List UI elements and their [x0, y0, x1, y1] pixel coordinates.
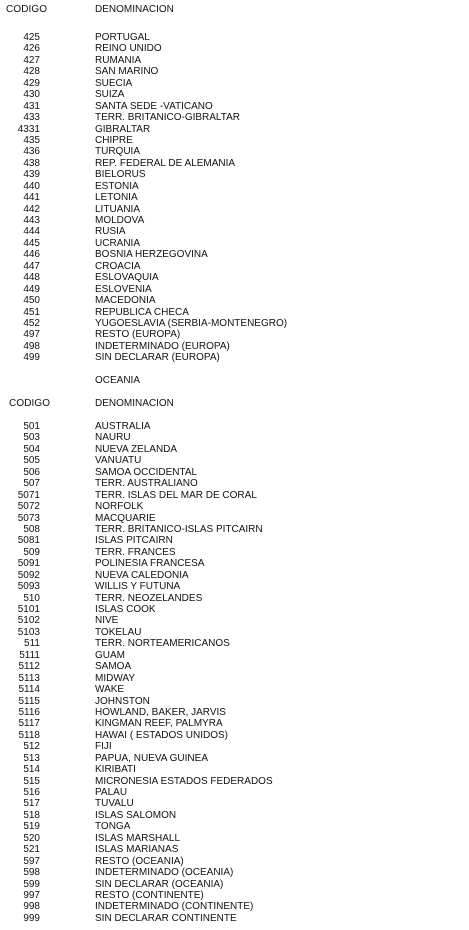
table-row — [0, 421, 469, 432]
country-code: 430 — [23, 89, 40, 101]
table-row — [0, 158, 469, 169]
country-code: 426 — [23, 43, 40, 55]
country-code: 515 — [23, 775, 40, 787]
table-row — [0, 753, 469, 764]
table-row — [0, 204, 469, 215]
table-row — [0, 249, 469, 260]
country-name: NUEVA ZELANDA — [95, 443, 178, 455]
country-name: PALAU — [95, 787, 128, 798]
table-row — [0, 913, 469, 924]
table-row — [0, 284, 469, 295]
country-code: 516 — [23, 787, 40, 798]
country-name: BIELORUS — [95, 169, 146, 181]
country-name: TERR. AUSTRALIANO — [95, 478, 198, 490]
country-name: TUVALU — [95, 798, 134, 810]
table-row — [0, 810, 469, 821]
country-code: 5112 — [18, 661, 40, 673]
country-code: 5116 — [18, 706, 40, 718]
table-row — [0, 295, 469, 306]
country-code: 5072 — [17, 501, 40, 513]
table-row — [0, 730, 469, 741]
country-name: TERR. ISLAS DEL MAR DE CORAL — [95, 489, 257, 501]
name-column-header: DENOMINACION — [95, 4, 174, 15]
country-code: 5103 — [17, 626, 40, 638]
country-code: 450 — [23, 295, 40, 307]
country-name: SANTA SEDE -VATICANO — [95, 100, 213, 112]
table-row — [0, 787, 469, 798]
country-name: GUAM — [95, 649, 125, 661]
country-code: 504 — [23, 443, 40, 455]
country-name: REINO UNIDO — [95, 43, 162, 55]
country-code: 501 — [23, 421, 40, 432]
country-code: 440 — [23, 180, 40, 192]
table-row — [0, 718, 469, 729]
table-row — [0, 821, 469, 832]
country-code: 5093 — [17, 581, 40, 593]
country-name: REPUBLICA CHECA — [95, 306, 189, 318]
country-name: MICRONESIA ESTADOS FEDERADOS — [95, 775, 273, 787]
country-code: 997 — [23, 889, 40, 901]
country-code: 505 — [23, 455, 40, 467]
country-code: 425 — [23, 32, 40, 43]
country-name: MACQUARIE — [95, 512, 156, 524]
country-code: 451 — [23, 306, 40, 318]
country-code: 512 — [23, 741, 40, 753]
country-name: SAMOA — [95, 661, 132, 673]
country-name: GIBRALTAR — [95, 123, 151, 135]
country-name: ESLOVENIA — [95, 283, 152, 295]
country-code: 5091 — [17, 558, 40, 570]
country-code: 519 — [23, 821, 40, 833]
table-row — [0, 524, 469, 535]
country-code: 5092 — [17, 569, 40, 581]
country-code: 497 — [23, 329, 40, 341]
table-row — [0, 112, 469, 123]
country-code: 509 — [23, 546, 40, 558]
table-row — [0, 78, 469, 89]
country-name: SIN DECLARAR (EUROPA) — [95, 352, 220, 364]
country-name: SIN DECLARAR CONTINENTE — [95, 912, 237, 924]
country-code: 5118 — [18, 729, 40, 741]
country-name: INDETERMINADO (EUROPA) — [95, 340, 230, 352]
country-code: 448 — [23, 272, 40, 284]
country-code: 508 — [23, 523, 40, 535]
table-row — [0, 455, 469, 466]
table-row — [0, 696, 469, 707]
country-name: TERR. NEOZELANDES — [95, 592, 203, 604]
country-code: 438 — [23, 157, 40, 169]
table-row — [0, 318, 469, 329]
country-name: INDETERMINADO (OCEANIA) — [95, 867, 234, 879]
table-row — [0, 570, 469, 581]
country-name: SUIZA — [95, 89, 125, 101]
country-name: MACEDONIA — [95, 295, 156, 307]
country-code: 449 — [23, 283, 40, 295]
country-code: 452 — [23, 317, 40, 329]
country-name: ESTONIA — [95, 180, 139, 192]
table-row — [0, 226, 469, 237]
table-row — [0, 329, 469, 340]
table-row — [0, 124, 469, 135]
country-code: 5071 — [17, 489, 40, 501]
country-name: BOSNIA HERZEGOVINA — [95, 249, 208, 261]
table-row — [0, 169, 469, 180]
table-row — [0, 261, 469, 272]
country-code: 518 — [23, 809, 40, 821]
country-code: 433 — [23, 112, 40, 124]
country-name: LETONIA — [95, 192, 138, 204]
table-row — [0, 43, 469, 54]
country-name: LITUANIA — [95, 203, 141, 215]
table-row — [0, 741, 469, 752]
country-code: 5101 — [17, 604, 40, 615]
table-row — [0, 558, 469, 569]
country-name: HAWAI ( ESTADOS UNIDOS) — [95, 729, 228, 741]
country-name: HOWLAND, BAKER, JARVIS — [95, 706, 226, 718]
country-name: PORTUGAL — [95, 32, 150, 43]
country-code: 443 — [23, 215, 40, 226]
country-code: 510 — [23, 592, 40, 604]
country-code: 439 — [23, 169, 40, 181]
table-row — [0, 101, 469, 112]
table-row — [0, 467, 469, 478]
table-row — [0, 444, 469, 455]
country-code: 442 — [23, 203, 40, 215]
table-row — [0, 661, 469, 672]
country-name: TOKELAU — [95, 626, 142, 638]
country-code: 5115 — [18, 695, 40, 707]
country-code: 4331 — [17, 123, 40, 135]
country-code: 597 — [23, 855, 40, 867]
country-code: 598 — [23, 867, 40, 879]
table-row — [0, 307, 469, 318]
country-name: ISLAS MARSHALL — [95, 832, 181, 844]
table-row — [0, 55, 469, 66]
country-name: MOLDOVA — [95, 215, 145, 226]
table-row — [0, 181, 469, 192]
country-code: 513 — [23, 752, 40, 764]
table-row — [0, 89, 469, 100]
country-name: TURQUIA — [95, 146, 140, 158]
country-code: 428 — [23, 66, 40, 78]
country-code: 431 — [23, 100, 40, 112]
country-name: YUGOESLAVIA (SERBIA-MONTENEGRO) — [95, 317, 288, 329]
country-name: PAPUA, NUEVA GUINEA — [95, 752, 208, 764]
country-name: TERR. BRITANICO-ISLAS PITCAIRN — [95, 523, 263, 535]
table-row — [0, 650, 469, 661]
country-name: TERR. BRITANICO-GIBRALTAR — [95, 112, 241, 124]
table-row — [0, 593, 469, 604]
table-row — [0, 215, 469, 226]
country-name: RESTO (OCEANIA) — [95, 855, 184, 867]
table-row — [0, 146, 469, 157]
country-name: NIVE — [95, 615, 119, 627]
country-code: 507 — [23, 478, 40, 490]
country-code: 5081 — [17, 535, 40, 547]
table-row — [0, 352, 469, 363]
country-name: ISLAS PITCAIRN — [95, 535, 173, 547]
country-name: UCRANIA — [95, 237, 141, 249]
country-name: KIRIBATI — [95, 764, 136, 776]
table-row — [0, 798, 469, 809]
table-row — [0, 627, 469, 638]
country-name: FIJI — [95, 741, 112, 753]
country-name: REP. FEDERAL DE ALEMANIA — [95, 157, 236, 169]
table-row — [0, 879, 469, 890]
country-name: ISLAS MARIANAS — [95, 844, 179, 856]
table-row — [0, 833, 469, 844]
country-code: 5111 — [19, 649, 40, 661]
table-row — [0, 501, 469, 512]
country-code: 499 — [23, 352, 40, 364]
country-name: RUSIA — [95, 226, 126, 238]
country-code: 998 — [23, 901, 40, 913]
country-name: SIN DECLARAR (OCEANIA) — [95, 878, 224, 890]
table-row — [0, 192, 469, 203]
table-row — [0, 764, 469, 775]
table-row — [0, 547, 469, 558]
table-row — [0, 890, 469, 901]
country-code: 511 — [24, 638, 40, 650]
country-name: SAN MARINO — [95, 66, 159, 78]
name-column-header: DENOMINACION — [95, 398, 174, 409]
europe-country-table — [0, 32, 469, 364]
country-code: 521 — [23, 844, 40, 856]
country-code: 5073 — [17, 512, 40, 524]
country-name: RUMANIA — [95, 54, 142, 66]
country-name: RESTO (CONTINENTE) — [95, 889, 204, 901]
country-code: 436 — [23, 146, 40, 158]
country-name: CROACIA — [95, 260, 141, 272]
table-row — [0, 66, 469, 77]
country-code: 429 — [23, 77, 40, 89]
country-name: TERR. FRANCES — [95, 546, 176, 558]
country-code: 5117 — [18, 718, 40, 730]
table-row — [0, 615, 469, 626]
table-row — [0, 490, 469, 501]
country-name: NUEVA CALEDONIA — [95, 569, 189, 581]
table-row — [0, 535, 469, 546]
country-name: SAMOA OCCIDENTAL — [95, 466, 198, 478]
country-name: NAURU — [95, 432, 131, 444]
country-name: SUECIA — [95, 77, 133, 89]
column-header-europe — [0, 4, 469, 16]
country-code: 427 — [23, 54, 40, 66]
country-code: 5114 — [18, 684, 40, 696]
country-code: 498 — [23, 340, 40, 352]
table-row — [0, 867, 469, 878]
country-code: 445 — [23, 237, 40, 249]
country-code: 517 — [23, 798, 40, 810]
country-code: 999 — [23, 912, 40, 924]
country-name: KINGMAN REEF, PALMYRA — [95, 718, 223, 730]
country-name: RESTO (EUROPA) — [95, 329, 181, 341]
country-name: ISLAS SALOMON — [95, 809, 177, 821]
country-code: 514 — [23, 764, 40, 776]
table-row — [0, 478, 469, 489]
table-row — [0, 341, 469, 352]
table-row — [0, 673, 469, 684]
country-code: 435 — [23, 134, 40, 146]
country-name: INDETERMINADO (CONTINENTE) — [95, 901, 254, 913]
table-row — [0, 238, 469, 249]
table-row — [0, 581, 469, 592]
country-code: 503 — [23, 432, 40, 444]
country-name: TONGA — [95, 821, 131, 833]
country-name: POLINESIA FRANCESA — [95, 558, 205, 570]
table-row — [0, 604, 469, 615]
table-row — [0, 513, 469, 524]
country-name: TERR. NORTEAMERICANOS — [95, 638, 230, 650]
country-code: 447 — [23, 260, 40, 272]
country-name: MIDWAY — [95, 672, 135, 684]
table-row — [0, 135, 469, 146]
table-row — [0, 901, 469, 912]
country-code: 444 — [23, 226, 40, 238]
country-name: WILLIS Y FUTUNA — [95, 581, 181, 593]
oceania-country-table — [0, 421, 469, 924]
country-name: JOHNSTON — [95, 695, 150, 707]
country-code: 5102 — [17, 615, 40, 627]
country-name: ISLAS COOK — [95, 604, 156, 615]
table-row — [0, 432, 469, 443]
country-code: 599 — [23, 878, 40, 890]
country-name: CHIPRE — [95, 134, 133, 146]
table-row — [0, 856, 469, 867]
country-code: 446 — [23, 249, 40, 261]
table-row — [0, 638, 469, 649]
table-row — [0, 684, 469, 695]
table-row — [0, 272, 469, 283]
country-code: 5113 — [18, 672, 40, 684]
country-name: VANUATU — [95, 455, 142, 467]
region-title: OCEANIA — [95, 375, 141, 386]
table-row — [0, 776, 469, 787]
table-row — [0, 32, 469, 43]
column-header-oceania — [0, 398, 469, 410]
table-row — [0, 707, 469, 718]
country-code: 520 — [23, 832, 40, 844]
country-code: 441 — [23, 192, 40, 204]
country-name: AUSTRALIA — [95, 421, 151, 432]
code-column-header: CODIGO — [6, 4, 48, 15]
country-name: ESLOVAQUIA — [95, 272, 159, 284]
country-name: WAKE — [95, 684, 125, 696]
country-code: 506 — [23, 466, 40, 478]
code-column-header: CODIGO — [9, 398, 51, 409]
country-name: NORFOLK — [95, 501, 144, 513]
table-row — [0, 844, 469, 855]
